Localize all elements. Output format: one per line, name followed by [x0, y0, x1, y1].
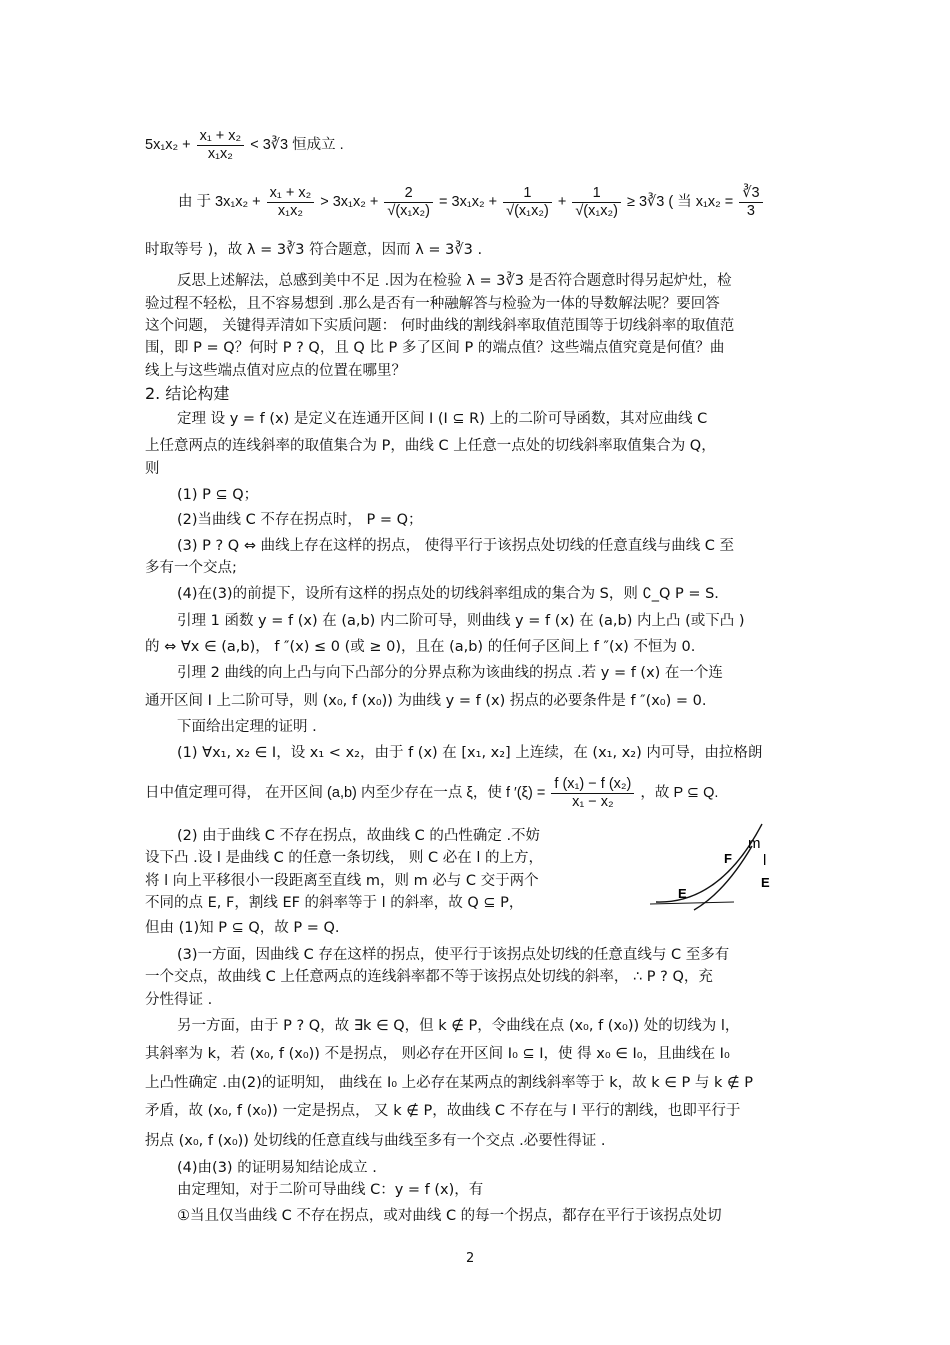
fraction: $\frac{1}{\text{√(x₁x₂)}}$ [503, 185, 552, 220]
text-segment: + [557, 194, 567, 210]
text-line: 上任意两点的连线斜率的取值集合为 P，曲线 C 上任意一点处的切线斜率取值集合为 Q， [145, 438, 716, 454]
fraction: $\frac{\text{x₁ + x₂}}{\text{x₁x₂}}$ [197, 128, 245, 163]
text-line: (1) ∀x₁, x₂ ∈ I，设 x₁ < x₂，由于 f (x) 在 [x₁, x₂] 上连续，在 (x₁, x₂) 内可导，由拉格朗 [177, 745, 763, 761]
formula-line [178, 180, 765, 224]
label-m: m [748, 835, 761, 852]
page-number: 2 [466, 1251, 475, 1266]
text-line: 这个问题， 关键得弄清如下实质问题： 何时曲线的割线斜率取值范围等于切线斜率的取值范 [145, 318, 735, 334]
text-line: 多有一个交点; [145, 560, 237, 576]
text-line: 由定理知，对于二阶可导曲线 C：y = f (x)，有 [177, 1182, 484, 1198]
text-segment: > 3x₁x₂ + [320, 194, 379, 210]
text-line: 通开区间 I 上二阶可导，则 (x₀, f (x₀)) 为曲线 y = f (x) 拐点的必要条件是 f ″(x₀) = 0. [145, 693, 707, 709]
text-segment: < 3∛3 恒成立 . [250, 137, 344, 153]
text-line: 则 [145, 461, 160, 477]
formula-line [145, 771, 718, 815]
formula-line [145, 126, 344, 164]
text-line: 验过程不轻松，且不容易想到 .那么是否有一种融解答与检验为一体的导数解法呢？要回答 [145, 296, 720, 312]
fraction: $\frac{1}{\text{√(x₁x₂)}}$ [572, 185, 621, 220]
text-segment: 日中值定理可得， 在开区间 (a,b) 内至少存在一点 ξ，使 f ′(ξ) = [145, 785, 546, 801]
text-line: 线上与这些端点值对应点的位置在哪里？ [145, 363, 406, 379]
label-f: F [724, 851, 732, 866]
text-line: 但由 (1)知 P ⊆ Q，故 P = Q. [145, 920, 340, 936]
fraction: $\frac{∛3}{3}$ [739, 185, 762, 220]
text-line: 将 l 向上平移很小一段距离至直线 m，则 m 必与 C 交于两个 [145, 873, 539, 889]
text-segment: ≥ 3∛3 ( 当 x₁x₂ = [626, 194, 734, 210]
text-line: 拐点 (x₀, f (x₀)) 处切线的任意直线与曲线至多有一个交点 .必要性得证 . [145, 1133, 606, 1149]
text-line: 分性得证 . [145, 992, 213, 1008]
text-line: ①当且仅当曲线 C 不存在拐点，或对曲线 C 的每一个拐点，都存在平行于该拐点处切 [177, 1208, 722, 1224]
text-line: 上凸性确定 .由(2)的证明知， 曲线在 I₀ 上必存在某两点的割线斜率等于 k，故 k ∈ P 与 k ∉ P [145, 1075, 753, 1091]
text-line: 引理 1 函数 y = f (x) 在 (a,b) 内二阶可导，则曲线 y = f (x) 在 (a,b) 内上凸 (或下凸 ) [177, 613, 745, 629]
fraction: $\frac{\text{x₁ + x₂}}{\text{x₁x₂}}$ [267, 185, 315, 220]
text-line: 另一方面，由于 P ? Q，故 ∃k ∈ Q，但 k ∉ P，令曲线在点 (x₀, f (x₀)) 处的切线为 l， [177, 1018, 740, 1034]
text-line: 时取等号 )，故 λ = 3∛3 符合题意，因而 λ = 3∛3 . [145, 242, 483, 258]
text-line: 引理 2 曲线的向上凸与向下凸部分的分界点称为该曲线的拐点 .若 y = f (x) 在一个连 [177, 665, 723, 681]
line-m [694, 846, 752, 910]
section-heading: 2. 结论构建 [145, 384, 230, 403]
text-segment: ，故 P ⊆ Q. [640, 785, 719, 801]
text-line: 其斜率为 k，若 (x₀, f (x₀)) 不是拐点， 则必存在开区间 I₀ ⊆ I，使 得 x₀ ∈ I₀，且曲线在 I₀ [145, 1046, 730, 1062]
text-line: 的 ⇔ ∀x ∈ (a,b)， f ″(x) ≤ 0 (或 ≥ 0)，且在 (a,b) 的任何子区间上 f ″(x) 不恒为 0. [145, 639, 696, 655]
text-line: 一个交点，故曲线 C 上任意两点的连线斜率都不等于该拐点处切线的斜率， ∴ P ? Q，充 [145, 969, 713, 985]
text-line: (4)由(3) 的证明易知结论成立 . [177, 1160, 377, 1176]
text-line: (2) 由于曲线 C 不存在拐点，故曲线 C 的凸性确定 .不妨 [177, 828, 541, 844]
curve-c [656, 824, 762, 902]
label-e-right: E [761, 875, 770, 890]
fraction: $\frac{\text{f (x₁) − f (x₂)}}{\text{x₁ − x₂}}$ [551, 776, 634, 811]
text-line: 下面给出定理的证明 . [177, 719, 317, 735]
text-segment: 5x₁x₂ + [145, 137, 191, 153]
text-line: (3)一方面，因曲线 C 存在这样的拐点，使平行于该拐点处切线的任意直线与 C 至多有 [177, 947, 730, 963]
text-line: (1) P ⊆ Q； [177, 487, 259, 503]
text-segment: 由 于 3x₁x₂ + [178, 194, 261, 210]
text-line: (3) P ? Q ⇔ 曲线上存在这样的拐点， 使得平行于该拐点处切线的任意直线与曲线 C 至 [177, 538, 735, 554]
text-segment: = 3x₁x₂ + [439, 194, 498, 210]
text-line: (4)在(3)的前提下，设所有这样的拐点处的切线斜率组成的集合为 S，则 ∁_Q P = S. [177, 586, 719, 602]
fraction: $\frac{2}{\text{√(x₁x₂)}}$ [384, 185, 433, 220]
tangent-secant-figure [650, 822, 790, 914]
text-line: 不同的点 E, F，割线 EF 的斜率等于 l 的斜率，故 Q ⊆ P， [145, 895, 524, 911]
label-e: E [678, 886, 687, 901]
text-line: 反思上述解法，总感到美中不足 .因为在检验 λ = 3∛3 是否符合题意时得另起炉灶，检 [177, 273, 732, 289]
label-l: l [763, 852, 767, 869]
text-line: 围，即 P = Q？何时 P ? Q，且 Q 比 P 多了区间 P 的端点值？这些端点值究竟是何值？曲 [145, 340, 725, 356]
text-line: 设下凸 .设 l 是曲线 C 的任意一条切线， 则 C 必在 l 的上方， [145, 850, 544, 866]
text-line: 定理 设 y = f (x) 是定义在连通开区间 I (I ⊆ R) 上的二阶可导函数，其对应曲线 C [177, 411, 708, 427]
text-line: (2)当曲线 C 不存在拐点时， P = Q； [177, 512, 423, 528]
text-line: 矛盾，故 (x₀, f (x₀)) 一定是拐点， 又 k ∉ P，故曲线 C 不存在与 l 平行的割线，也即平行于 [145, 1103, 741, 1119]
